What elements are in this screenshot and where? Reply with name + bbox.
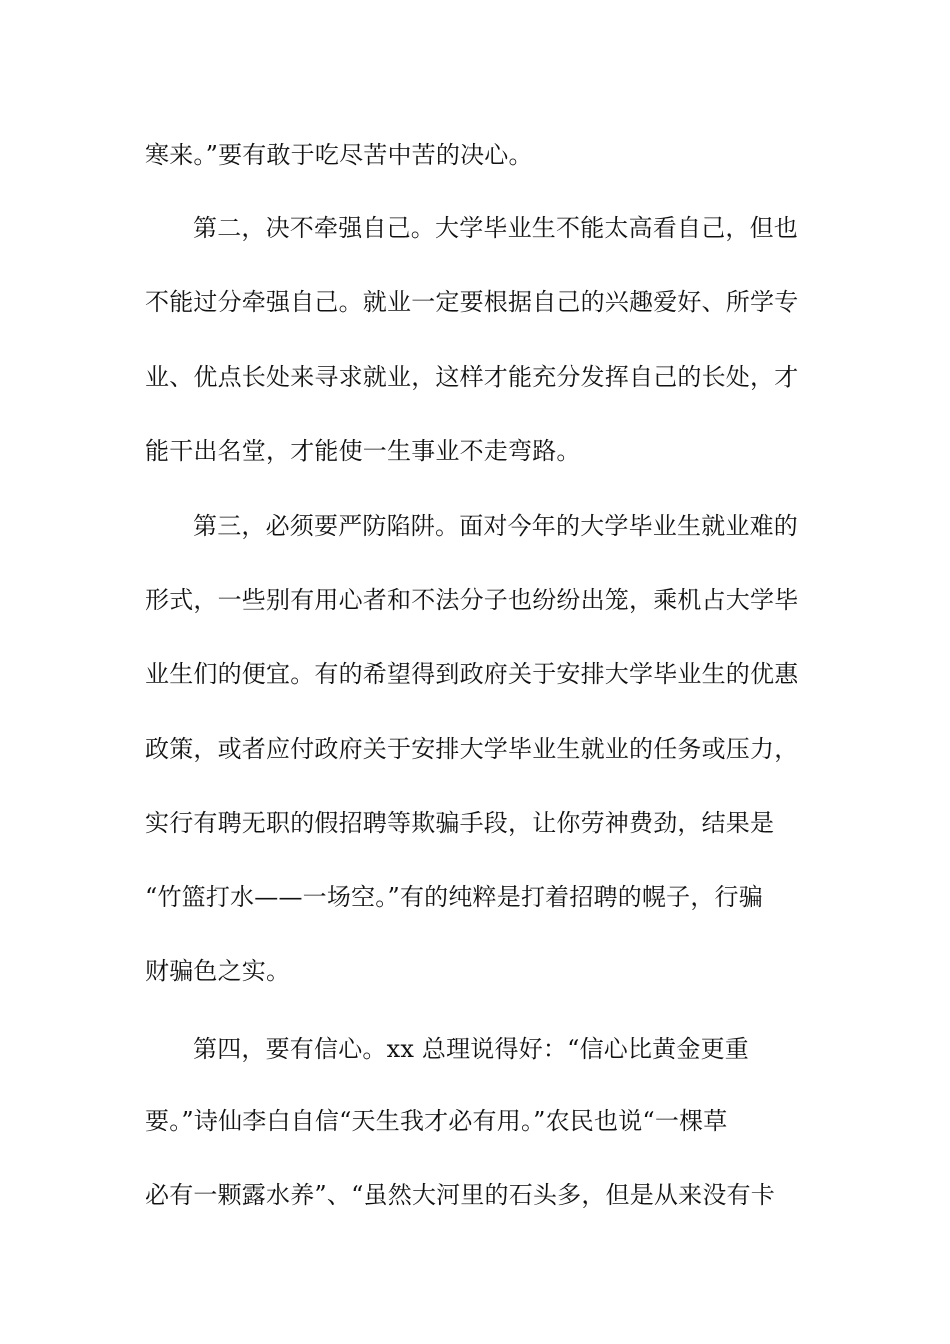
text-line-1: 寒来。”要有敢于吃尽苦中苦的决心。: [145, 141, 533, 169]
text-line-14: 要。”诗仙李白自信“天生我才必有用。”农民也说“一棵草: [145, 1107, 728, 1135]
text-line-6: 第三，必须要严防陷阱。面对今年的大学毕业生就业难的: [193, 512, 798, 540]
text-line-4: 业、优点长处来寻求就业，这样才能充分发挥自己的长处，才: [145, 363, 799, 391]
text-line-10: 实行有聘无职的假招聘等欺骗手段，让你劳神费劲，结果是: [145, 809, 775, 837]
text-line-2: 第二，决不牵强自己。大学毕业生不能太高看自己，但也: [193, 214, 798, 242]
text-line-7: 形式，一些别有用心者和不法分子也纷纷出笼，乘机占大学毕: [145, 586, 799, 614]
text-line-5: 能干出名堂，才能使一生事业不走弯路。: [145, 437, 581, 465]
text-line-9: 政策，或者应付政府关于安排大学毕业生就业的任务或压力，: [145, 735, 799, 763]
text-line-11: “竹篮打水——一场空。”有的纯粹是打着招聘的幌子，行骗: [145, 883, 763, 911]
text-line-13: 第四，要有信心。xx 总理说得好：“信心比黄金更重: [193, 1035, 749, 1063]
text-line-15: 必有一颗露水养”、“虽然大河里的石头多，但是从来没有卡: [145, 1181, 775, 1209]
text-line-3: 不能过分牵强自己。就业一定要根据自己的兴趣爱好、所学专: [145, 288, 799, 316]
text-line-12: 财骗色之实。: [145, 957, 291, 985]
text-line-8: 业生们的便宜。有的希望得到政府关于安排大学毕业生的优惠: [145, 660, 799, 688]
